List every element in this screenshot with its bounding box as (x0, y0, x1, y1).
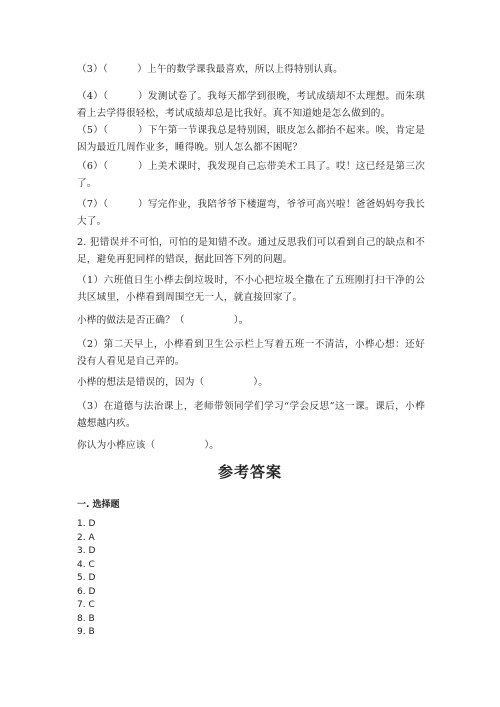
question-3: （3）（ ）上午的数学课我最喜欢，所以上得特别认真。 (77, 64, 343, 75)
sub-question-3: （3）在道德与法治课上，老师带领同学们学习“学会反思”这一课。课后，小桦越想越内疚。 (77, 401, 425, 429)
question-6: （6）（ ）上美术课时，我发现自己忘带美术工具了。哎！这已经是第三次了。 (77, 161, 425, 189)
sub-question-2: （2）第二天早上，小桦看到卫生公示栏上写着五班一不清洁，小桦心想：还好没有人看见是自己弄的。 (77, 339, 425, 367)
sub-question-3-prompt: 你认为小桦应该（ ）。 (77, 440, 220, 451)
question-4: （4）（ ）发测试卷了。我每天都学到很晚，考试成绩却不太理想。而朱琪看上去学得很轻松，考试成绩却总是比我好。真不知道她是怎么做到的。 (77, 91, 425, 119)
answer-item: 2. A (77, 532, 95, 543)
answer-item: 9. B (77, 627, 95, 637)
answer-item: 3. D (77, 546, 96, 556)
answer-item: 7. C (77, 600, 95, 610)
answer-item: 6. D (77, 586, 96, 597)
question-7: （7）（ ）写完作业，我陪爷爷下楼遛弯，爷爷可高兴啦！爸爸妈妈夸我长大了。 (77, 199, 425, 227)
answer-item: 1. D (77, 519, 96, 529)
question-5: （5）（ ）下午第一节课我总是特别困，眼皮怎么都抬不起来。唉，肯定是因为最近几周作业多，睡得晚。别人怎么都不困呢？ (77, 125, 425, 153)
sub-question-1-prompt: 小桦的做法是否正确？（ ）。 (77, 315, 249, 326)
answer-item: 8. B (77, 613, 95, 624)
sub-question-1: （1）六班值日生小桦去倒垃圾时，不小心把垃圾全撒在了五班刚打扫干净的公共区域里，小桦看到周围空无一人，就直接回家了。 (77, 275, 425, 303)
answer-list (77, 518, 95, 640)
section-2-intro: 2. 犯错误并不可怕，可怕的是知错不改。通过反思我们可以看到自己的缺点和不足，避免再犯同样的错误，据此回答下列的问题。 (77, 237, 425, 265)
answer-item: 4. C (77, 559, 95, 570)
answer-item: 5. D (77, 573, 96, 583)
sub-question-2-prompt: 小桦的想法是错误的，因为（ ）。 (77, 377, 269, 388)
answer-key-title: 参考答案 (217, 463, 282, 481)
section-heading: 一. 选择题 (77, 500, 120, 510)
